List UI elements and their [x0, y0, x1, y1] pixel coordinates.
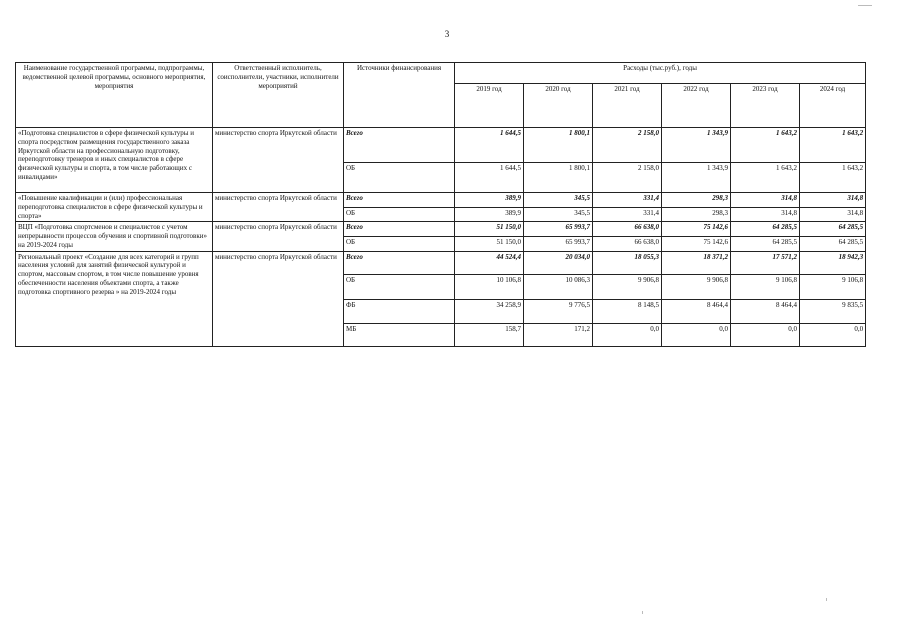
responsible-executor: министерство спорта Иркутской области [213, 251, 344, 346]
amount-cell: 331,4 [593, 193, 662, 208]
amount-cell: 1 800,1 [524, 128, 593, 163]
source-label: ОБ [344, 236, 455, 251]
amount-cell: 1 800,1 [524, 163, 593, 193]
amount-cell: 345,5 [524, 193, 593, 208]
program-name: «Подготовка специалистов в сфере физической культуры и спорта посредством размещения государственного заказа Иркутской области на профессиональную подготовку, переподготовку тренеров и иных специалистов в сфере физической культуры и спорта, в том числе работающих с инвалидами» [16, 128, 213, 193]
amount-cell: 34 258,9 [455, 299, 524, 323]
table-row [16, 251, 866, 274]
amount-cell: 298,3 [662, 193, 731, 208]
header-year: 2024 год [800, 84, 866, 128]
amount-cell: 9 776,5 [524, 299, 593, 323]
amount-cell: 331,4 [593, 207, 662, 222]
amount-cell: 314,8 [800, 193, 866, 208]
source-label: Всего [346, 223, 363, 232]
amount-cell: 9 106,8 [731, 274, 800, 299]
responsible-executor: министерство спорта Иркутской области [213, 128, 344, 193]
amount-cell: 8 148,5 [593, 299, 662, 323]
scan-mark [858, 5, 872, 6]
amount-cell: 18 371,2 [662, 251, 731, 274]
program-name: Региональный проект «Создание для всех категорий и групп населения условий для занятий физической культурой и спортом, массовым спортом, в том числе повышение уровня обеспеченности населения объектами спорта, а также подготовка спортивного резерва » на 2019-2024 годы [16, 251, 213, 346]
amount-cell: 18 055,3 [593, 251, 662, 274]
amount-cell: 1 343,9 [662, 128, 731, 163]
amount-cell: 2 158,0 [593, 163, 662, 193]
amount-cell: 20 034,0 [524, 251, 593, 274]
amount-cell: 9 906,8 [662, 274, 731, 299]
header-year: 2021 год [593, 84, 662, 128]
table-row [16, 193, 866, 208]
amount-cell: 0,0 [731, 323, 800, 346]
funding-source [344, 222, 455, 237]
page-number: 3 [444, 29, 450, 39]
amount-cell: 158,7 [455, 323, 524, 346]
amount-cell: 64 285,5 [731, 222, 800, 237]
funding-source [344, 251, 455, 274]
source-label: МБ [344, 323, 455, 346]
amount-cell: 64 285,5 [731, 236, 800, 251]
amount-cell: 1 343,9 [662, 163, 731, 193]
amount-cell: 389,9 [455, 207, 524, 222]
amount-cell: 10 106,8 [455, 274, 524, 299]
amount-cell: 66 638,0 [593, 222, 662, 237]
scan-mark [826, 598, 827, 601]
amount-cell: 314,8 [731, 193, 800, 208]
table-row [16, 128, 866, 163]
responsible-executor: министерство спорта Иркутской области [213, 193, 344, 222]
amount-cell: 64 285,5 [800, 222, 866, 237]
amount-cell: 65 993,7 [524, 222, 593, 237]
amount-cell: 1 643,2 [731, 163, 800, 193]
header-sources: Источники финансирования [344, 63, 455, 128]
amount-cell: 66 638,0 [593, 236, 662, 251]
header-responsible: Ответственный исполнитель, соисполнители, участники, исполнители мероприятий [213, 63, 344, 128]
funding-source [344, 128, 455, 163]
header-year: 2023 год [731, 84, 800, 128]
amount-cell: 1 644,5 [455, 163, 524, 193]
amount-cell: 298,3 [662, 207, 731, 222]
source-label: ОБ [344, 163, 455, 193]
amount-cell: 1 643,2 [800, 128, 866, 163]
amount-cell: 9 835,5 [800, 299, 866, 323]
amount-cell: 2 158,0 [593, 128, 662, 163]
amount-cell: 1 644,5 [455, 128, 524, 163]
amount-cell: 9 906,8 [593, 274, 662, 299]
source-label: Всего [346, 252, 363, 261]
funding-source [344, 193, 455, 208]
source-label: ОБ [344, 207, 455, 222]
amount-cell: 389,9 [455, 193, 524, 208]
amount-cell: 51 150,0 [455, 236, 524, 251]
amount-cell: 171,2 [524, 323, 593, 346]
amount-cell: 0,0 [593, 323, 662, 346]
amount-cell: 75 142,6 [662, 222, 731, 237]
amount-cell: 18 942,3 [800, 251, 866, 274]
amount-cell: 345,5 [524, 207, 593, 222]
amount-cell: 9 106,8 [800, 274, 866, 299]
expenses-table [15, 62, 866, 347]
amount-cell: 75 142,6 [662, 236, 731, 251]
amount-cell: 1 643,2 [800, 163, 866, 193]
header-year: 2022 год [662, 84, 731, 128]
source-label: ОБ [344, 274, 455, 299]
program-name: ВЦП «Подготовка спортсменов и специалистов с учетом непрерывности процессов обучения и спортивной подготовки» на 2019-2024 годы [16, 222, 213, 251]
amount-cell: 0,0 [800, 323, 866, 346]
amount-cell: 0,0 [662, 323, 731, 346]
header-year: 2020 год [524, 84, 593, 128]
amount-cell: 314,8 [800, 207, 866, 222]
header-program: Наименование государственной программы, подпрограммы, ведомственной целевой программы, основного мероприятия, мероприятия [16, 63, 213, 128]
amount-cell: 8 464,4 [662, 299, 731, 323]
source-label: Всего [346, 129, 363, 137]
table-row [16, 222, 866, 237]
responsible-executor: министерство спорта Иркутской области [213, 222, 344, 251]
amount-cell: 17 571,2 [731, 251, 800, 274]
header-year: 2019 год [455, 84, 524, 128]
source-label: ФБ [344, 299, 455, 323]
header-expenses: Расходы (тыс.руб.), годы [455, 63, 866, 84]
amount-cell: 1 643,2 [731, 128, 800, 163]
amount-cell: 51 150,0 [455, 222, 524, 237]
amount-cell: 314,8 [731, 207, 800, 222]
scan-mark [642, 611, 643, 614]
program-name: «Повышение квалификации и (или) профессиональная переподготовка специалистов в сфере физической культуры и спорта» [16, 193, 213, 222]
source-label: Всего [346, 194, 363, 202]
amount-cell: 64 285,5 [800, 236, 866, 251]
amount-cell: 44 524,4 [455, 251, 524, 274]
amount-cell: 65 993,7 [524, 236, 593, 251]
amount-cell: 8 464,4 [731, 299, 800, 323]
amount-cell: 10 086,3 [524, 274, 593, 299]
